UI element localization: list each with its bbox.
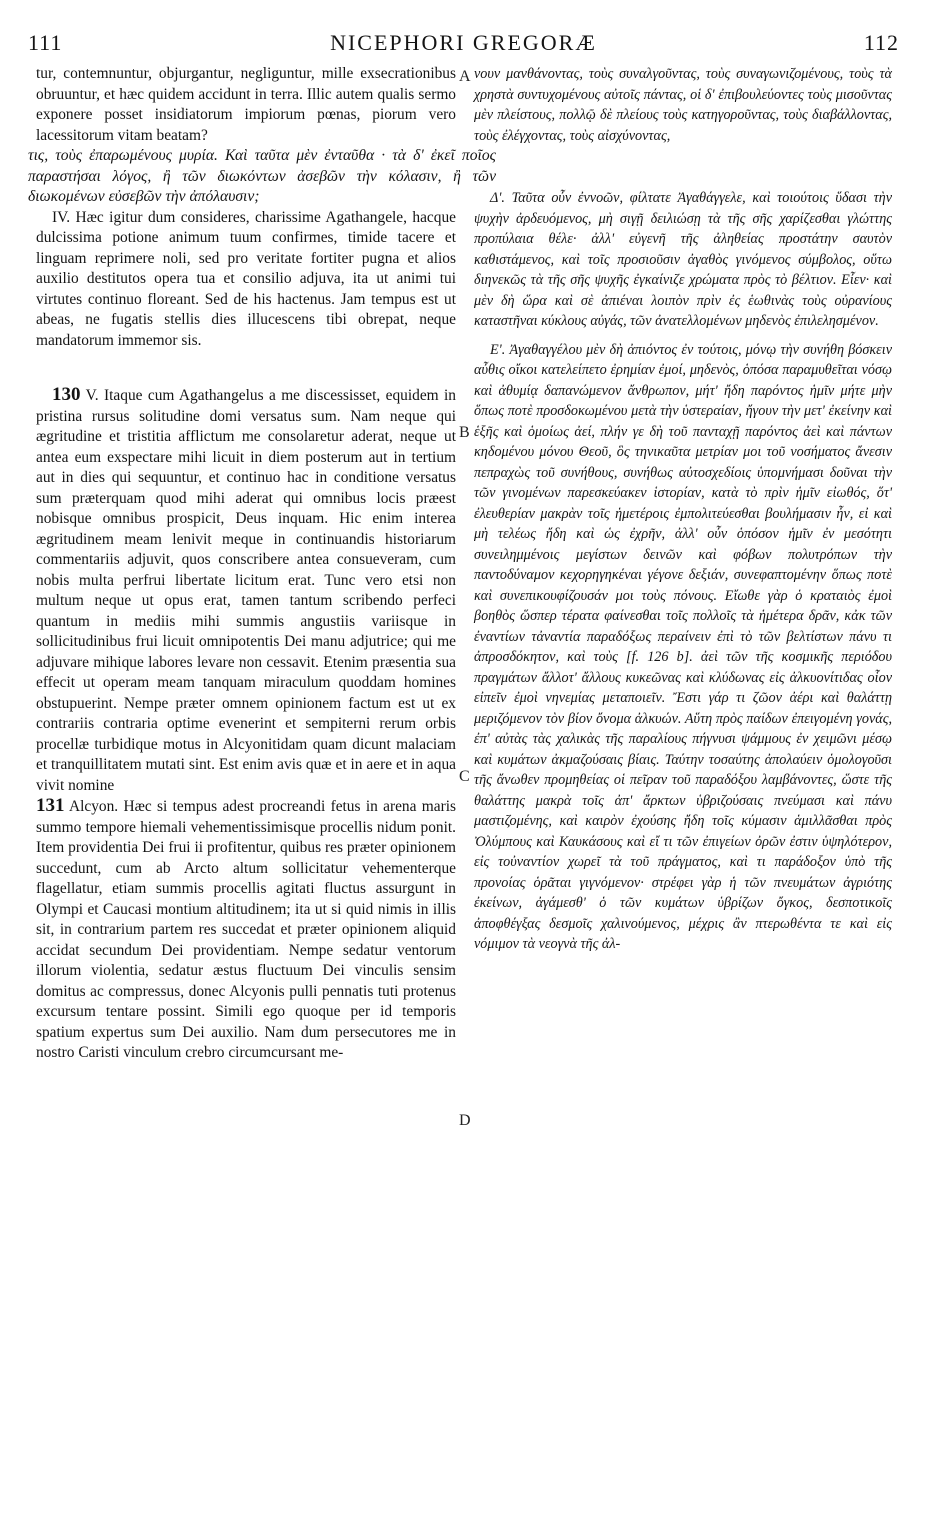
latin-column xyxy=(28,64,496,1064)
margin-letter: D xyxy=(459,1112,471,1129)
greek-paragraph: Δ'. Ταῦτα οὖν ἐννοῶν, φίλτατε Ἀγαθάγγελε, καὶ τοιούτοις ὕδασι τὴν ψυχὴν ἀρδευόμενος, μὴ σιγῇ δειλιώσῃ τὰ τῆς σῆς χαρίζεσθαι γλώττης προπύλαια θέλε· ἀλλ' εὐγενῆ τῆς ἀληθείας προστάτην σαυτὸν καθιστάμενος, καὶ τοῖς προσιοῦσιν ἀγαθὸς γινόμενος σύμβολος, οὕτω διηνεκῶς τὰ τῆς σῆς ψυχῆς ἐγκαίνιζε χρώματα πρὸς τὸ βέλτιον. Εἶεν· καὶ μὲν δὴ ὥρα καὶ σὲ ἀπιέναι λοιπὸν πρὶν ἐς ἑωθινὰς τοὺς οὐρανίους καταστῆναι κύκλους αὐγάς, τῶν ἀνατελλομένων μηδενὸς ἐπιλελησμένον. xyxy=(474,190,892,329)
greek-paragraph: Ε'. Ἀγαθαγγέλου μὲν δὴ ἀπιόντος ἐν τούτοις, μόνῳ τὴν συνήθη βόσκειν αὖθις οἴκοι κατελείπετο ἐρημίαν ἐμοί, μηδενὸς, ὁπόσα παραμυθεῖται νόσῳ καὶ ἀθυμίᾳ δαπανώμενον ἄνθρωπον, μήτ' ἤδη παρόντος ἡμῖν μήτε μὴν ὅπως ποτὲ προσδοκωμένου μετὰ τὴν ὑστεραίαν, ἤγουν τὴν μετ' ἐκείνην καὶ ἑξῆς καὶ ὁμοίως ἀεί, πλήν γε δὴ τοῦ πανταχῇ παρόντος ἀεὶ καὶ πάντων κηδομένου μόνου Θεοῦ, ὃς τηνικαῦτα μετρίαν μοι τοῦ νοσήματος ἄνεσιν πεπραχὼς τοῦ συνήθους, συνήθως αὐτοσχεδίοις ὑπομνήμασι δοῦναι τὴν τῶν γινομένων παρεσκεύακεν ἱστορίαν, κατὰ τὸ πρὶν ἡμῖν εἰωθός, ὅτ' ἐλευθερίαν μακρὰν τοῖς ἡμετέροις ἐμπολιτεύεσθαι βουλήμασιν ἦν, εἰ καὶ μὴ τελέως ἤδη καὶ ὡς ἐχρῆν, ἀλλ' οὖν ὁπόσον ἡμῖν ἐν μεσότητι συνειλημμένοις μεγίστων δεινῶν καὶ φόβων πολυτρόπων τὴν παντοδύναμον κεχορηγηκέναι γέγονε δεξιάν, συνεφαπτομένην ὅπως ποτὲ καὶ συνεπικουφίζουσάν μοι τοὺς πόνους. Εἴωθε γὰρ ὁ κραταιὸς ἐμοὶ βοηθὸς ὥσπερ τέρατα φαίνεσθαι τοῖς πολλοῖς τὰ ἡμέτερα δρᾶν, κἀκ τῶν ἐναντίων τἀναντία παραδόξως περαίνειν ἐπὶ τὸ τῶν βελτίστων πάνυ τι ἀπροσδόκητον, καὶ τοὺς [f. 126 b]. ἀεὶ τῶν τῆς κοσμικῆς περιόδου πραγμάτων ἄλλοτ' ἄλλους κυκεῶνας καὶ κλύδωνας εἰς ἀλκυονίτιδας οἷον εἰπεῖν ἐμοὶ νηνεμίας μεταποιεῖν. Ἔστι γάρ τι ζῶον ἀέρι καὶ θαλάττῃ μεριζόμενον τὸν βίον ὄνομα ἀλκυών. Αὕτη πρὸς παίδων ἐπειγομένη γονάς, ἐπ' αὐτὰς τὰς χαλικὰς τῆς παραλίους πήγνυσι ψάμμους ἐν χειμῶνι μέσῳ καὶ κυμάτων ἀκμαζούσαις βίαις. Ταύτην τοσαύτης ἀπολαύειν ὁμολογοῦσι τῆς ἄνωθεν προμηθείας οἱ πεῖραν τοῦ παραδόξου λαμβάνοντες, ὥστε τῆς θαλάττης μακρὰ τοῖς ἀπ' ἄρκτων ὑβριζούσαις πνεύμασι καὶ πάνυ μαστιζομένης, καὶ καιρὸν ἐχούσης ἤδη τοῖς κύμασιν ἁμιλλᾶσθαι πρὸς Ὀλύμπους καὶ Καυκάσους καὶ εἴ τι τῶν ἐπιγείων ὀρῶν ἐστιν ὑψηλότερον, εἰς τοὐναντίον χωρεῖ τὰ τοῦ πράγματος, καὶ τι παράδοξον ὑπὸ τῆς προνοίας ὁρᾶται γιγνόμενον· στρέφει γὰρ ἡ τῶν πνευμάτων ἀγριότης ἐκείνων, ἀγάμεσθ' ὁ τῶν κυμάτων ὑβρίζων ὄγκος, δεσποτικοῖς ἀποφθέγξας δεσμοῖς χαλινούμενος, μέχρις ἂν πτερωθέντα τε καὶ εἰς νόμιμον τὰ νεογνὰ τῆς ἀλ- xyxy=(474,341,892,952)
running-title: NICEPHORI GREGORÆ xyxy=(330,30,597,55)
latin-paragraph: 131 Alcyon. Hæc si tempus adest procreandi fetus in arena maris summo tempore hiemali vehementissimisque procellis nidum ponit. Item providentia Dei frui ii profitentur, quibus res præter opinionem succedunt, cum ab Arcto altum sollicitatur vehementerque flagellatur, etiam summis procellis agitati fluctus assurgunt in Olympi et Caucasi montium altitudinem; ita ut si quid nimis in illis sit, in contrarium partem res succedat et præter opinionem aliquid accidat secundum Dei providentiam. Nempe sedatur ventorum illorum violentia, sedatur æstus fluctuum Dei vinculis sensim domitus ac compressus, donec Alcyonis pulli pennatis tuti protenus excursum tentare possint. Simili ego quoque per id temporis spatium expertus sum Dei auxilio. Nam dum persecutores me in nostro Caristi vinculum crebro circumcursant me- xyxy=(36,795,456,1061)
section-number: 130 xyxy=(52,384,81,405)
greek-paragraph: νουν μανθάνοντας, τοὺς συναλγοῦντας, τοὺς συναγωνιζομένους, τοὺς τὰ χρηστὰ συντυχομένους αὐτοῖς πάντας, οἱ δ' ἐπιβουλεύοντες τοὺς μισοῦντας μὲν πλείστους, πολλῷ δὲ πλείους τοὺς κατηγοροῦντας, τοὺς διαβάλλοντας, τοὺς ἐλέγχοντας, τοὺς αἰσχύνοντας, xyxy=(474,66,892,144)
margin-letter: B xyxy=(459,424,470,441)
margin-letter: A xyxy=(459,68,471,85)
margin-letter: C xyxy=(459,768,470,785)
page-number-right: 112 xyxy=(863,30,899,55)
page-number-left: 111 xyxy=(28,30,63,55)
latin-paragraph: IV. Hæc igitur dum consideres, charissime Agathangele, hacque dulcissima potione animum tuum confirmes, timide tacere et linguam reprimere noli, sed pro veritate fortiter pugna et alios auxilio destitutos opera tua et consilio adjuva, ita ut animi tui virtutes continuo floreant. Sed de his hactenus. Jam tempus est ut abeas, ne fugatis stellis dies illucescens tibi obrepat, neque mandatorum immemor sis. xyxy=(36,208,456,349)
latin-paragraph: 130 V. Itaque cum Agathangelus a me discessisset, equidem in pristina rursus solitudine domi versatus sum. Nam neque qui ægritudine et tristitia afflictum me consolaretur aderat, neque ut antea eum exspectare mihi licuit in diem posterum aut in tertium aut in dies qui sequuntur, et continuo hac in conditione versatus sum præterquam quod mihi aderat qui omnibus locis præest nobisque omnibus prospicit, Deus inquam. Hic enim interea ægritudinem meam lenivit meque in continuandis historiarum commentariis adjuvit, quos conscribere antea consueveram, cum nobis multa perfrui libertate licitum erat. Tunc vero etsi non multum neque ut opus erat, tamen tantum scribendo perfeci quantum in mediis mihi summis angustiis variisque in sollicitudinibus frui licuit omnipotentis Dei manu adjutrice; qui me adjuvare mihique labores levare non cessavit. Etenim præsentia sua effecit ut operam meam tanquam miraculum quoddam homines obstupuerint. Nempe præter omnem opinionem factum est ut ex contrariis contraria optime evenerint et sempiterni rerum orbis procellæ turbidique motus in Alcyonitidam quam dicunt malaciam et tranquillitatem mutati sint. Est enim avis quæ et in aere et in aqua vivit nomine xyxy=(36,384,456,794)
latin-paragraph: tur, contemnuntur, objurgantur, negliguntur, mille exsecrationibus obruuntur, et hæc quidem accidunt in terra. Illic autem qualis sermo exponere posset insidiatorum impiorum pœnas, piorum vero lacessitorum vitam beatam? xyxy=(36,65,456,144)
section-number: 131 xyxy=(36,795,65,816)
greek-column xyxy=(474,64,892,955)
running-header xyxy=(28,30,899,60)
greek-overflow-lines: τις, τοὺς ἐπαρωμένους μυρία. Καὶ ταῦτα μὲν ἐνταῦθα · τὰ δ' ἐκεῖ ποῖος παραστήσαι λόγος, ἢ τῶν διωκόντων ἀσεβῶν τὴν κόλασιν, ἢ τῶν διωκομένων εὐσεβῶν τὴν ἀπόλαυσιν; xyxy=(28,147,496,205)
